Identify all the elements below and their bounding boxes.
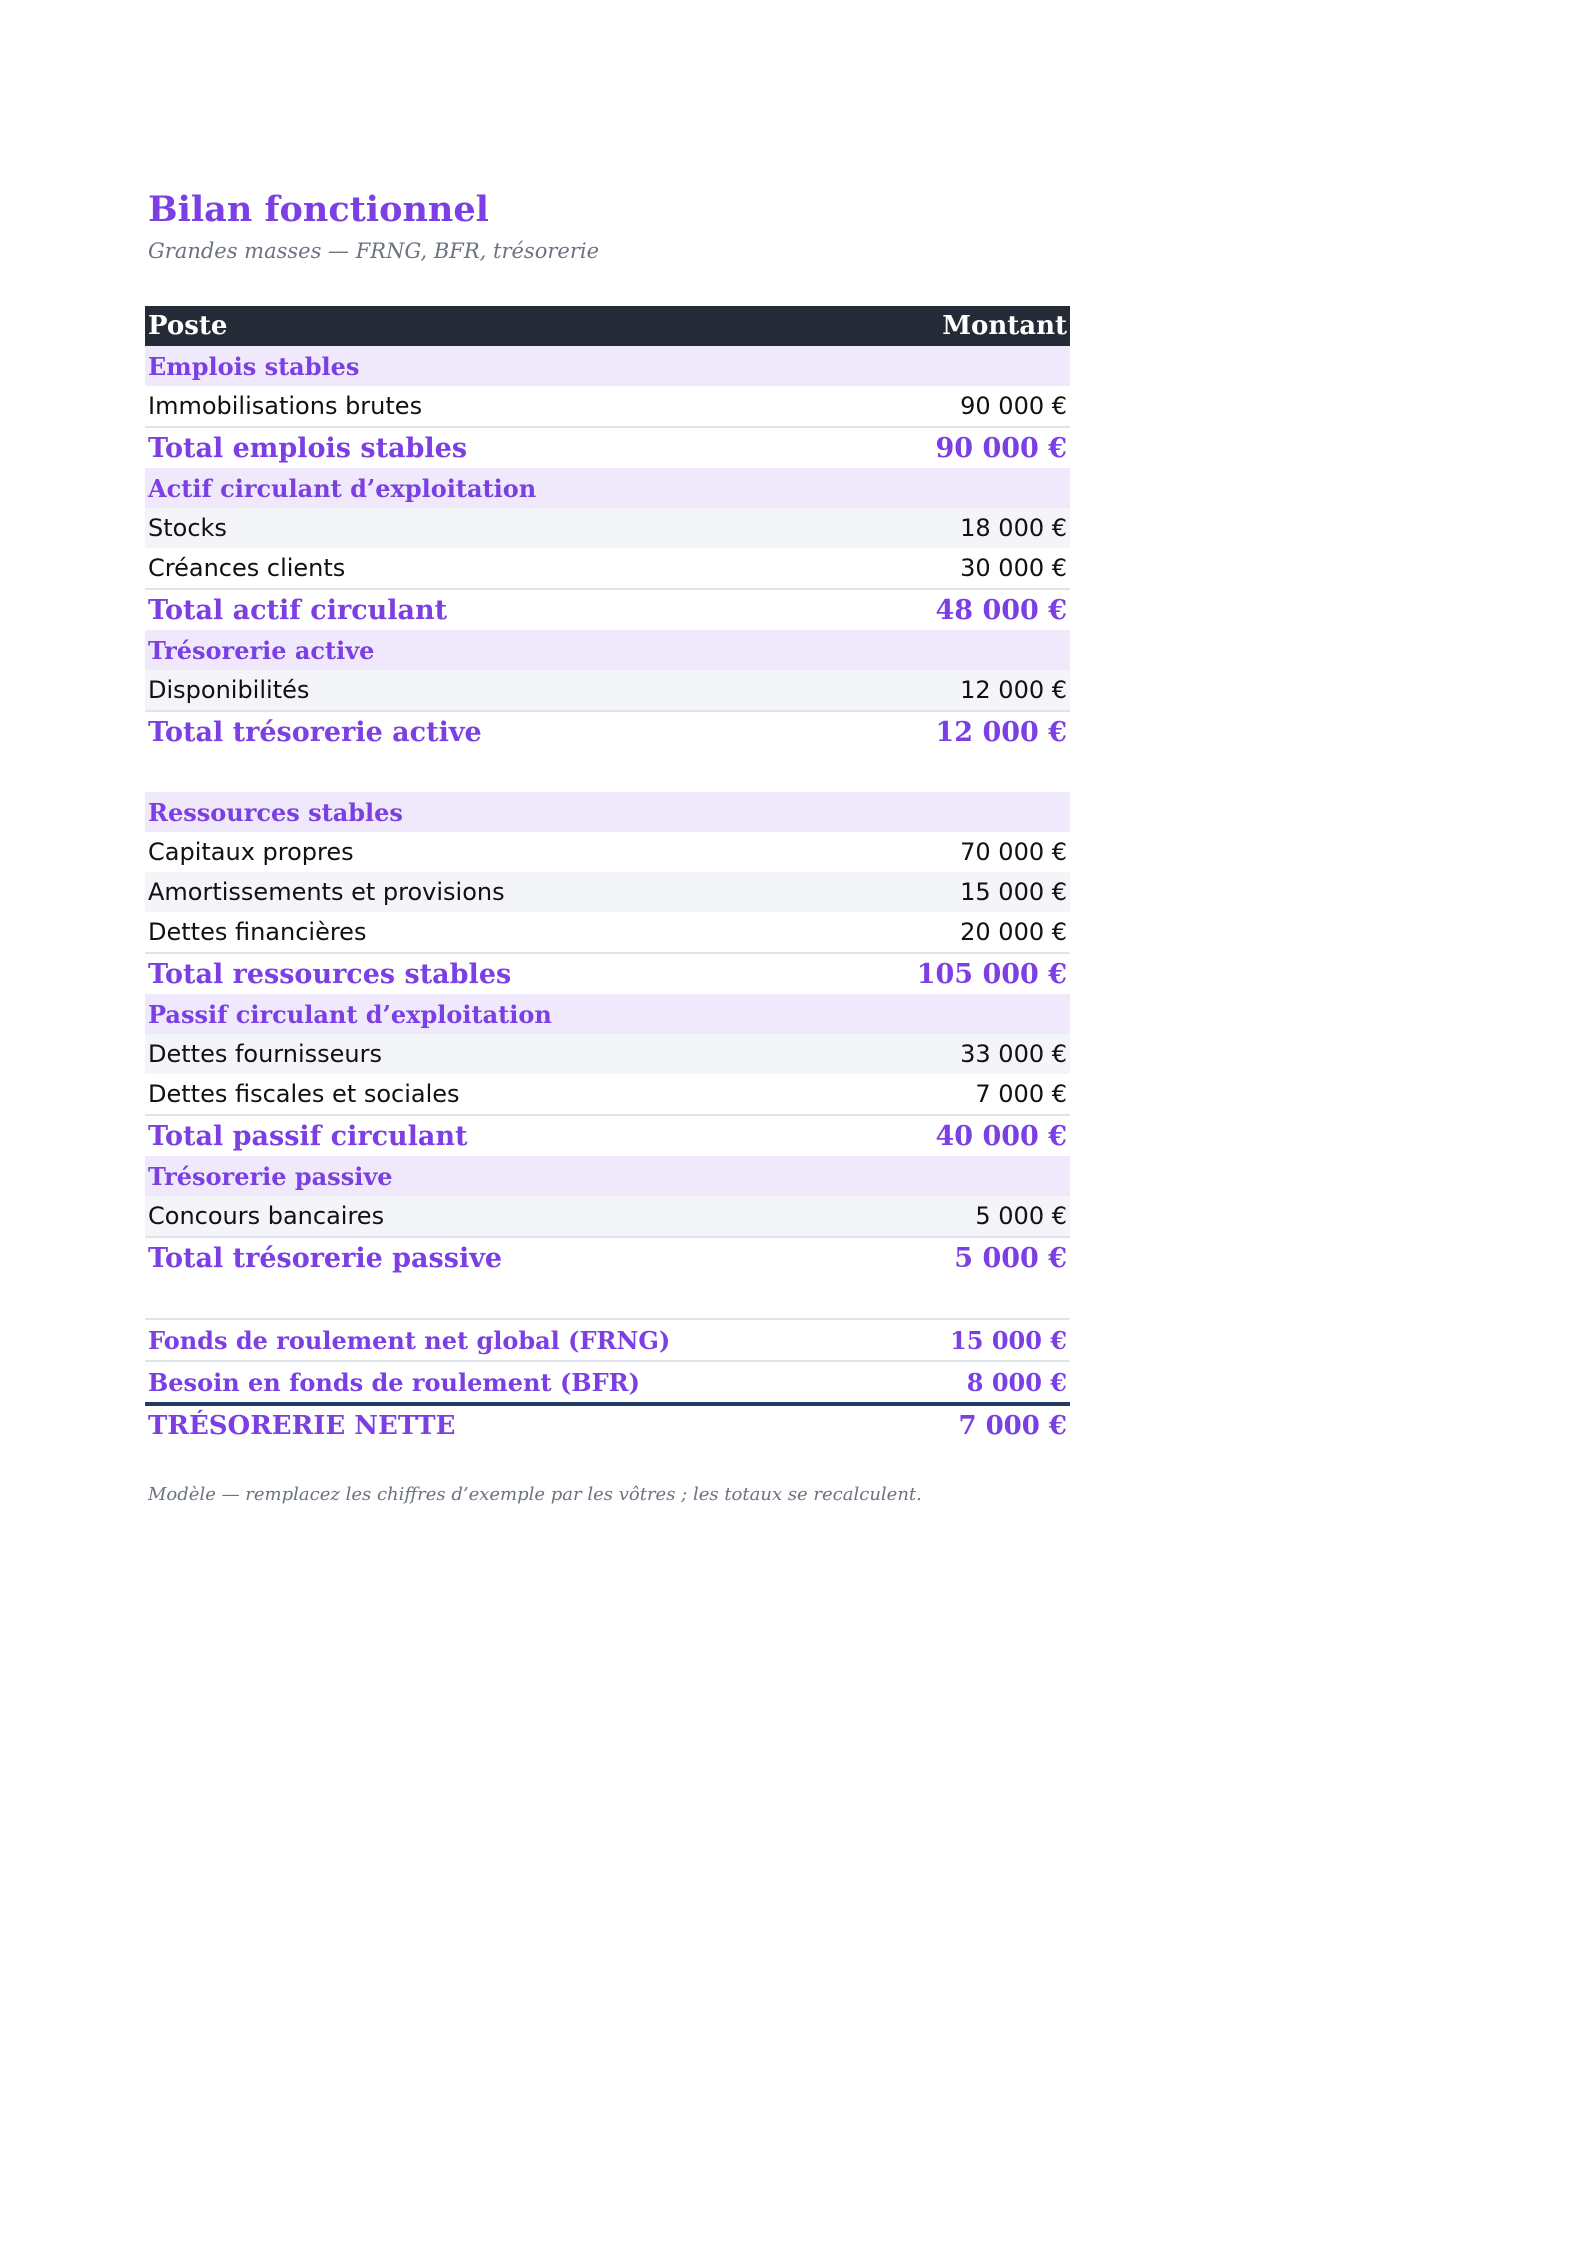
item-label: Disponibilités <box>145 670 845 711</box>
total-label: Total trésorerie active <box>148 716 482 748</box>
section-row-ressources-stables <box>145 792 1070 832</box>
section-row-emplois-stables <box>145 346 1070 386</box>
bfr-value: 8 000 € <box>845 1361 1070 1404</box>
frng-label: Fonds de roulement net global (FRNG) <box>145 1319 845 1361</box>
item-value: 15 000 € <box>845 872 1070 912</box>
summary-row-bfr <box>145 1361 1070 1404</box>
total-row-ressources-stables <box>145 953 1070 994</box>
summary-row-tresorerie-nette <box>145 1404 1070 1446</box>
table-row <box>145 386 1070 427</box>
item-value: 7 000 € <box>845 1074 1070 1115</box>
total-value: 5 000 € <box>954 1242 1067 1274</box>
total-label: Total actif circulant <box>148 594 448 626</box>
header-poste: Poste <box>145 306 845 346</box>
total-row-emplois-stables <box>145 427 1070 468</box>
document-page <box>145 186 1070 1505</box>
total-row-tresorerie-active <box>145 711 1070 752</box>
item-label: Stocks <box>145 508 845 548</box>
table-row <box>145 912 1070 953</box>
section-label: Emplois stables <box>145 346 1070 386</box>
total-row-tresorerie-passive <box>145 1237 1070 1278</box>
table-row <box>145 548 1070 589</box>
total-value: 48 000 € <box>935 594 1067 626</box>
item-label: Immobilisations brutes <box>145 386 845 427</box>
total-value: 40 000 € <box>935 1120 1067 1152</box>
item-value: 33 000 € <box>845 1034 1070 1074</box>
total-value: 105 000 € <box>916 958 1067 990</box>
section-row-tresorerie-passive <box>145 1156 1070 1196</box>
summary-row-frng <box>145 1319 1070 1361</box>
item-value: 20 000 € <box>845 912 1070 953</box>
total-row-actif-circulant <box>145 589 1070 630</box>
total-label: Total ressources stables <box>148 958 512 990</box>
item-value: 18 000 € <box>845 508 1070 548</box>
section-label: Ressources stables <box>145 792 1070 832</box>
item-value: 70 000 € <box>960 838 1067 866</box>
item-label: Capitaux propres <box>148 838 354 866</box>
item-value: 5 000 € <box>845 1196 1070 1237</box>
item-label: Dettes fiscales et sociales <box>145 1074 845 1115</box>
table-row <box>145 832 1070 872</box>
section-row-tresorerie-active <box>145 630 1070 670</box>
section-label: Passif circulant d’exploitation <box>145 994 1070 1034</box>
balance-sheet-table <box>145 306 1070 1446</box>
item-label: Amortissements et provisions <box>145 872 845 912</box>
section-label: Trésorerie passive <box>145 1156 1070 1196</box>
table-row <box>145 670 1070 711</box>
header-montant: Montant <box>845 306 1070 346</box>
frng-value: 15 000 € <box>845 1319 1070 1361</box>
item-label: Dettes financières <box>145 912 845 953</box>
section-row-actif-circulant <box>145 468 1070 508</box>
total-label: Total trésorerie passive <box>148 1242 503 1274</box>
total-value: 12 000 € <box>935 716 1067 748</box>
total-label: Total passif circulant <box>148 1120 468 1152</box>
item-value: 12 000 € <box>845 670 1070 711</box>
spacer-row <box>145 1278 1070 1319</box>
section-label: Actif circulant d’exploitation <box>145 468 1070 508</box>
table-row <box>145 1034 1070 1074</box>
item-value: 90 000 € <box>845 386 1070 427</box>
table-row <box>145 508 1070 548</box>
item-label: Créances clients <box>145 548 845 589</box>
tresorerie-nette-value: 7 000 € <box>958 1411 1067 1441</box>
table-row <box>145 872 1070 912</box>
table-row <box>145 1196 1070 1237</box>
total-value: 90 000 € <box>935 432 1067 464</box>
spacer-row <box>145 752 1070 792</box>
bfr-label: Besoin en fonds de roulement (BFR) <box>145 1361 845 1404</box>
item-label: Dettes fournisseurs <box>145 1034 845 1074</box>
table-header-row <box>145 306 1070 346</box>
item-label: Concours bancaires <box>145 1196 845 1237</box>
page-title: Bilan fonctionnel <box>148 189 489 230</box>
footnote: Modèle — remplacez les chiffres d’exemple par les vôtres ; les totaux se recalculent. <box>148 1484 922 1505</box>
total-label: Total emplois stables <box>148 432 468 464</box>
section-label: Trésorerie active <box>145 630 1070 670</box>
section-row-passif-circulant <box>145 994 1070 1034</box>
total-row-passif-circulant <box>145 1115 1070 1156</box>
tresorerie-nette-label: TRÉSORERIE NETTE <box>148 1411 456 1441</box>
item-value: 30 000 € <box>845 548 1070 589</box>
table-row <box>145 1074 1070 1115</box>
page-subtitle: Grandes masses — FRNG, BFR, trésorerie <box>148 239 599 263</box>
